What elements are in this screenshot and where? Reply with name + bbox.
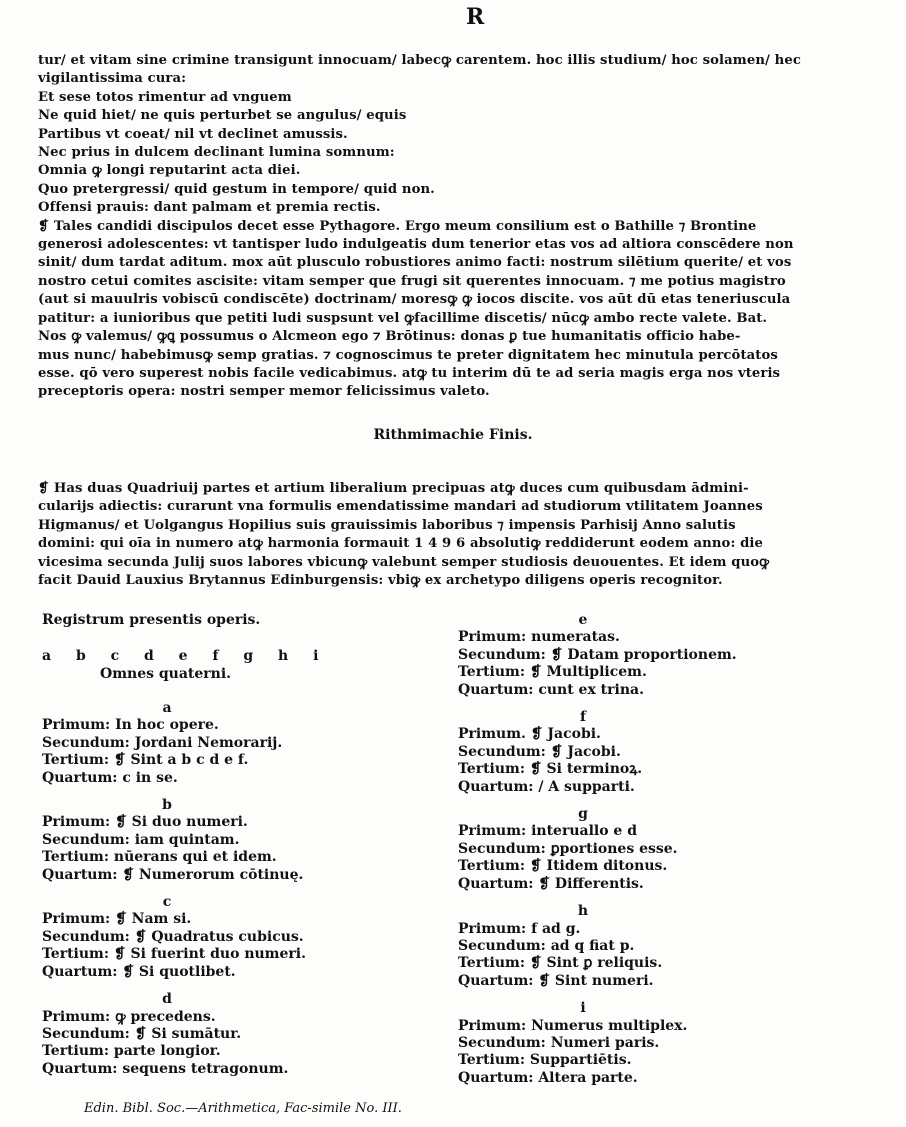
register-entry: Primum: numeratas.: [458, 629, 620, 646]
text-line: ❡ Tales candidi discipulos decet esse Pythagore. Ergo meum consilium est o Bathille ⁊ Brontine: [38, 218, 757, 234]
register-entry: Tertium: parte longior.: [42, 1043, 221, 1060]
quire-letter: i: [580, 1000, 586, 1017]
text-line: Et sese totos rimentur ad vnguem: [38, 89, 292, 105]
quire-letter: e: [578, 612, 588, 628]
quire-letter: d: [162, 991, 172, 1008]
register-entry: Quartum: ❡ Numerorum cōtinuę.: [42, 866, 304, 883]
text-line: Offensi prauis: dant palmam et premia rectis.: [38, 200, 381, 216]
quire-letter: a: [162, 700, 172, 716]
text-line: nostro cetui comites ascisite: vitam semper que frugi sit querentes innocuam. ⁊ me potius magistro: [38, 273, 786, 289]
register-entry: Quartum: ❡ Differentis.: [458, 875, 644, 892]
register-left-column: [42, 700, 422, 1078]
register-entry: Secundum: ❡ Si sumātur.: [42, 1025, 242, 1042]
register-entry: Quartum: ❡ Sint numeri.: [458, 972, 654, 989]
register-entry: Quartum: c in se.: [42, 769, 178, 786]
quire-letter: h: [577, 903, 589, 920]
register-entry: Tertium: ❡ Sint a b c d e f.: [42, 752, 249, 769]
register-entry: Tertium: ❡ Itidem ditonus.: [458, 858, 668, 875]
text-line: tur/ et vitam sine crimine transigunt innocuam/ labecꝙ carentem. hoc illis studium/ hoc solamen/ hec: [38, 53, 801, 68]
text-line: generosi adolescentes: vt tantisper ludo indulgeatis dum tenerior etas vos ad altiora conscēdere non: [38, 237, 794, 253]
register-entry: Secundum: ❡ Datam proportionem.: [458, 646, 737, 663]
text-line: Ne quid hiet/ ne quis perturbet se angulus/ equis: [38, 108, 407, 124]
quire-letter: b: [162, 797, 172, 814]
register-entry: Quartum: / A supparti.: [458, 778, 635, 795]
register-quaterni: Omnes quaterni.: [100, 666, 232, 682]
text-line: vigilantissima cura:: [38, 71, 187, 87]
register-entry: Primum: interuallo e d: [458, 823, 637, 840]
colophon-text: [38, 480, 886, 590]
text-line: Nec prius in dulcem declinant lumina somnum:: [38, 145, 395, 161]
text-line: facit Dauid Lauxius Brytannus Edinburgensis: vbiꝙ ex archetypo diligens operis recognitor.: [38, 573, 723, 589]
register-entry: Primum: ꝙ precedens.: [42, 1008, 216, 1025]
text-line: esse. qō vero superest nobis facile vedicabimus. atꝙ tu interim dū te ad seria magis erga nos vteris: [38, 365, 781, 381]
text-line: Partibus vt coeat/ nil vt declinet amussis.: [38, 126, 348, 142]
text-line: (aut si mauulris vobiscū condiscēte) doctrinam/ moresꝙ ꝙ iocos discite. vos aūt dū etas teneriuscula: [38, 292, 791, 308]
register-entry: Primum: ❡ Nam si.: [42, 911, 192, 928]
text-line: Quo pretergressi/ quid gestum in tempore/ quid non.: [38, 181, 435, 197]
facsimile-caption: Edin. Bibl. Soc.—Arithmetica, Fac-simile No. III.: [84, 1101, 402, 1116]
register-entry: Quartum: sequens tetragonum.: [42, 1060, 289, 1077]
quire-letter: g: [578, 806, 588, 823]
register-entry: Quartum: ❡ Si quotlibet.: [42, 963, 236, 980]
register-entry: Primum. ❡ Jacobi.: [458, 726, 601, 743]
register-right-column: [458, 612, 858, 1087]
text-line: patitur: a iunioribus que petiti ludi suspsunt vel ꝙfacillime discetis/ nūcꝙ ambo recte valete. Bat.: [38, 310, 768, 326]
quire-letter: c: [162, 894, 172, 911]
text-line: Omnia ꝙ longi reputarint acta diei.: [38, 163, 301, 179]
text-line: Nos ꝙ valemus/ ꝙꝗ possumus o Alcmeon ego ⁊ Brōtinus: donas ꝑ tue humanitatis officio habe-: [38, 329, 741, 345]
register-entry: Primum: In hoc opere.: [42, 717, 219, 734]
text-line: domini: qui oīa in numero atꝙ harmonia formauit 1 4 9 6 absolutiꝙ reddiderunt eodem anno: die: [38, 536, 764, 552]
register-entry: Tertium: nūerans qui et idem.: [42, 849, 277, 866]
register-entry: Quartum: Altera parte.: [458, 1069, 638, 1086]
register-entry: Secundum: ꝑportiones esse.: [458, 840, 678, 857]
register-entry: Secundum: Numeri paris.: [458, 1034, 660, 1051]
text-line: Higmanus/ et Uolgangus Hopilius suis grauissimis laboribus ⁊ impensis Parhisij Anno salutis: [38, 517, 736, 533]
register-entry: Secundum: iam quintam.: [42, 831, 240, 848]
spacer: [42, 884, 422, 894]
register-entry: Secundum: Jordani Nemorarij.: [42, 734, 283, 751]
spacer: [458, 796, 858, 806]
spacer: [42, 787, 422, 797]
paragraph-text: [38, 52, 886, 402]
spacer: [458, 990, 858, 1000]
register-entry: Tertium: ❡ Multiplicem.: [458, 664, 647, 681]
register-entry: Tertium: ❡ Sint ꝑ reliquis.: [458, 955, 663, 972]
register-entry: Primum: Numerus multiplex.: [458, 1017, 688, 1034]
register-letters: a b c d e f g h i: [42, 648, 329, 664]
signature-mark: R: [466, 4, 485, 30]
spacer: [458, 893, 858, 903]
register-entry: Tertium: ❡ Si terminoꝝ.: [458, 761, 643, 778]
spacer: [458, 699, 858, 709]
text-line: sinit/ dum tardat aditum. mox aūt plusculo robustiores animo facti: nostrum silētium querite/ et vos: [38, 255, 792, 271]
finis-heading: Rithmimachie Finis.: [373, 427, 533, 443]
text-line: cularijs adiectis: curarunt vna formulis emendatissime mandari ad studiorum vtilitatem Joannes: [38, 499, 763, 515]
register-entry: Secundum: ❡ Jacobi.: [458, 743, 621, 760]
register-title: Registrum presentis operis.: [42, 612, 261, 628]
register-entry: Secundum: ad q fiat p.: [458, 937, 635, 954]
register-entry: Secundum: ❡ Quadratus cubicus.: [42, 928, 304, 945]
register-entry: Primum: ❡ Si duo numeri.: [42, 814, 248, 831]
register-entry: Tertium: ❡ Si fuerint duo numeri.: [42, 946, 306, 963]
text-line: ❡ Has duas Quadriuij partes et artium liberalium precipuas atꝙ duces cum quibusdam ādmini-: [38, 481, 749, 496]
register-entry: Quartum: cunt ex trina.: [458, 681, 644, 698]
text-line: mus nunc/ habebimusꝙ semp gratias. ⁊ cognoscimus te preter dignitatem hec minutula percōtatos: [38, 347, 778, 363]
text-line: vicesima secunda Julij suos labores vbicunꝙ valebunt semper studiosis deuouentes. Et idem quoꝙ: [38, 554, 770, 570]
text-line: preceptoris opera: nostri semper memor felicissimus valeto.: [38, 384, 490, 400]
spacer: [42, 981, 422, 991]
register-entry: Tertium: Suppartiētis.: [458, 1052, 632, 1069]
register-entry: Primum: f ad g.: [458, 920, 581, 937]
quire-letter: f: [579, 709, 587, 726]
